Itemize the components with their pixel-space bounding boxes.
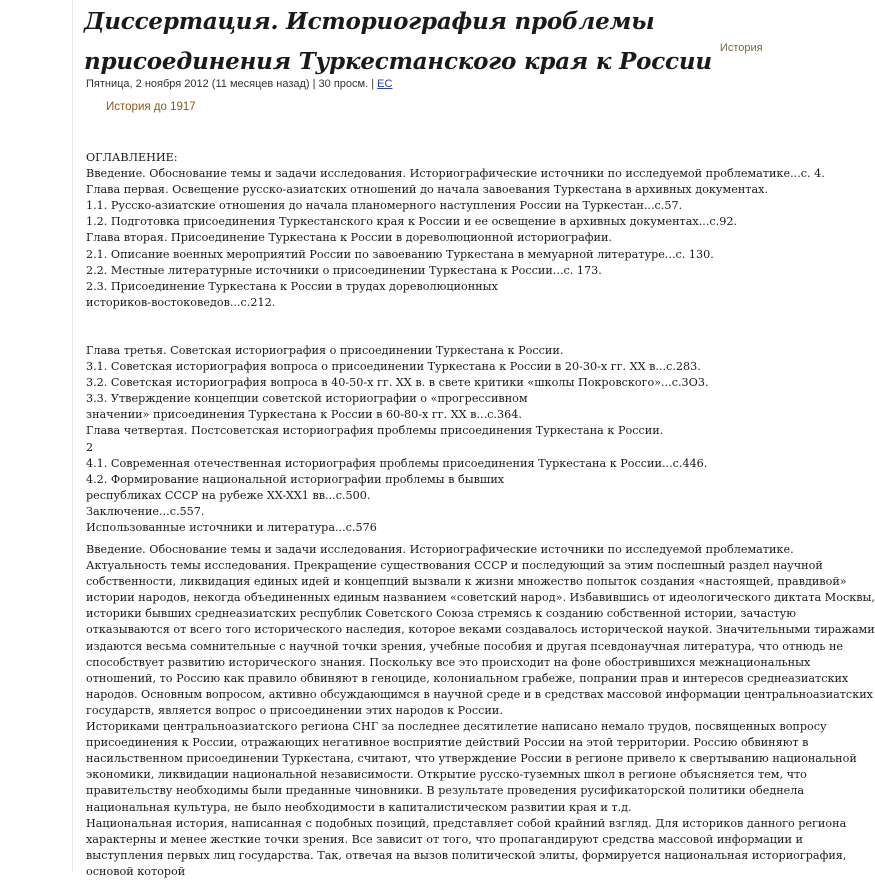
toc-line: 3.3. Утверждение концепции советской историографии о «прогрессивном [86, 392, 528, 406]
date-views: Пятница, 2 ноября 2012 (11 месяцев назад) | 30 просм. | [86, 78, 378, 90]
toc-line: Введение. Обоснование темы и задачи исследования. Историографические источники по исследуемой проблематике...с. 4. [86, 167, 825, 181]
toc-line: 3.1. Советская историография вопроса о присоединении Туркестана к России в 20-30-х гг. XX в...с.283. [86, 360, 701, 374]
intro-heading: Введение. Обоснование темы и задачи исследования. Историографические источники по исследуемой проблематике. [86, 543, 794, 556]
table-of-contents [86, 150, 866, 536]
toc-line: Заключение...с.557. [86, 504, 205, 518]
category-link[interactable]: История [719, 42, 763, 54]
toc-line: Глава третья. Советская историография о присоединении Туркестана к России. [86, 343, 564, 357]
toc-line: Глава вторая. Присоединение Туркестана к России в дореволюционной историографии. [86, 231, 612, 245]
intro-paragraph: Национальная история, написанная с подобных позиций, представляет собой крайний взгляд. Для историков данного региона характерны и менее жесткие точки зрения. Все зависит от того, что пропагандируют средства массовой информации и выступления первых лиц государства. Так, отвечая на вызов политической элиты, формируется национальная историография, основой которой [86, 816, 847, 878]
toc-spacer [86, 311, 866, 343]
intro-paragraph: Историками центральноазиатского региона СНГ за последнее десятилетие написано немало трудов, посвященных вопросу присоединения к России, отражающих негативное восприятие действий России на этой территории. Россию обвиняют в насильственном присоединении Туркестана, считают, что утверждение России в регионе привело к свертыванию национальной экономики, ликвидации национальной независимости. Открытие русско-туземных школ в регионе объясняется тем, что правительству необходимы были преданные чиновники. В результате проведения русификаторской политики обеднела национальная культура, не было необходимости в капиталистическом развитии края и т.д. [86, 720, 857, 814]
toc-line: 1.1. Русско-азиатские отношения до начала планомерного наступления России на Туркестан...с.57. [86, 199, 683, 213]
toc-line: республиках СССР на рубеже XX-XX1 вв...с.500. [86, 488, 371, 502]
lang-link[interactable]: ЕС [377, 78, 393, 90]
toc-line: 2.1. Описание военных мероприятий России по завоеванию Туркестана в мемуарной литературе...с. 130. [86, 247, 714, 261]
article-title-text: Диссертация. Историография проблемы присоединения Туркестанского края к России [84, 8, 712, 75]
toc-line: Использованные источники и литература...с.576 [86, 520, 377, 534]
toc-line: 4.2. Формирование национальной историографии проблемы в бывших [86, 472, 505, 486]
toc-line: 2.3. Присоединение Туркестана к России в трудах дореволюционных [86, 279, 498, 293]
content-left-border [72, 0, 73, 872]
toc-line: Глава первая. Освещение русско-азиатских отношений до начала завоевания Туркестана в архивных документах. [86, 183, 769, 197]
toc-line: историков-востоковедов...с.212. [86, 295, 276, 309]
intro-paragraph: Актуальность темы исследования. Прекращение существования СССР и последующий за этим поспешный раздел научной собственности, ликвидация единых идей и концепций вызвали к жизни множество попыток создания «настоящей, правдивой» истории народов, некогда объединенных единым названием «советский народ». Избавившись от идеологического диктата Москвы, историки бывших среднеазиатских республик Советского Союза стремясь к созданию собственной истории, зачастую отказываются от всего того исторического наследия, которое веками создавалось исторической наукой. Значительными тиражами издаются весьма сомнительные с научной точки зрения, учебные пособия и другая псевдонаучная литература, что отнюдь не способствует развитию исторического знания. Поскольку все это происходит на фоне обострившихся межнациональных отношений, то Россию как правило обвиняют в геноциде, колониальном грабеже, попрании прав и интересов среднеазиатских народов. Основным вопросом, активно обсуждающимся в научной среде и в средствах массовой информации центральноазиатских государств, является вопрос о присоединении этих народов к России. [86, 559, 875, 717]
toc-line: 1.2. Подготовка присоединения Туркестанского края к России и ее освещение в архивных документах...с.92. [86, 215, 738, 229]
toc-line: Глава четвертая. Постсоветская историография проблемы присоединения Туркестана к России. [86, 424, 664, 438]
introduction [86, 542, 875, 880]
toc-line: значении» присоединения Туркестана к России в 60-80-х гг. XX в...с.364. [86, 408, 522, 422]
toc-line: 4.1. Современная отечественная историография проблемы присоединения Туркестана к России...с.446. [86, 456, 708, 470]
toc-line: 3.2. Советская историография вопроса в 40-50-х гг. XX в. в свете критики «школы Покровского»...с.3O3. [86, 376, 709, 390]
toc-line: 2 [86, 440, 94, 454]
tag-link[interactable]: История до 1917 [106, 101, 196, 113]
toc-line: ОГЛАВЛЕНИЕ: [86, 151, 178, 164]
article-meta [86, 78, 392, 90]
toc-line: 2.2. Местные литературные источники о присоединении Туркестана к России...с. 173. [86, 263, 602, 277]
article-title [84, 8, 864, 75]
